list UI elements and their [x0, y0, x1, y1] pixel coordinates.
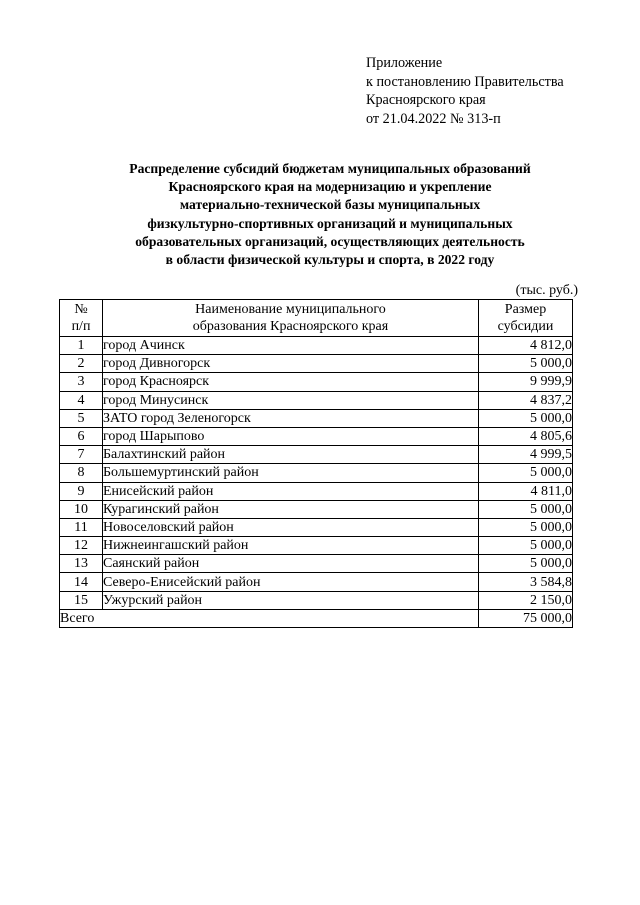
row-number: 7 [60, 446, 103, 464]
row-municipality: ЗАТО город Зеленогорск [103, 409, 479, 427]
total-sum: 75 000,0 [479, 609, 573, 627]
table-row [60, 573, 573, 591]
appendix-date-number: от 21.04.2022 № 313-п [366, 110, 501, 127]
row-subsidy: 4 999,5 [479, 446, 573, 464]
table-header-row [60, 300, 573, 337]
row-number: 14 [60, 573, 103, 591]
row-municipality: Нижнеингашский район [103, 537, 479, 555]
row-subsidy: 5 000,0 [479, 409, 573, 427]
row-subsidy: 5 000,0 [479, 518, 573, 536]
row-subsidy: 5 000,0 [479, 500, 573, 518]
row-number: 9 [60, 482, 103, 500]
row-number: 2 [60, 355, 103, 373]
appendix-line: Красноярского края [366, 92, 486, 108]
row-subsidy: 4 812,0 [479, 337, 573, 355]
row-subsidy: 4 837,2 [479, 391, 573, 409]
table-row [60, 391, 573, 409]
row-municipality: Балахтинский район [103, 446, 479, 464]
row-number: 5 [60, 409, 103, 427]
row-number: 12 [60, 537, 103, 555]
row-municipality: Енисейский район [103, 482, 479, 500]
row-number: 1 [60, 337, 103, 355]
row-number: 11 [60, 518, 103, 536]
title-line: Красноярского края на модернизацию и укрепление [168, 179, 492, 195]
row-number: 13 [60, 555, 103, 573]
unit-label: (тыс. руб.) [515, 283, 578, 298]
row-subsidy: 4 811,0 [479, 482, 573, 500]
header-name-line1: Наименование муниципального [195, 302, 386, 317]
table-row [60, 555, 573, 573]
table-row [60, 500, 573, 518]
row-municipality: Северо-Енисейский район [103, 573, 479, 591]
title-line: в области физической культуры и спорта, в 2022 году [165, 252, 495, 268]
table-row [60, 409, 573, 427]
table-row [60, 464, 573, 482]
row-municipality: Ужурский район [103, 591, 479, 609]
header-number-line1: № [74, 302, 88, 317]
row-subsidy: 5 000,0 [479, 464, 573, 482]
header-name [103, 300, 479, 337]
table-row [60, 373, 573, 391]
header-number [60, 300, 103, 337]
row-municipality: Большемуртинский район [103, 464, 479, 482]
title-line: Распределение субсидий бюджетам муниципальных образований [129, 161, 531, 176]
table-row [60, 427, 573, 445]
row-subsidy: 2 150,0 [479, 591, 573, 609]
title-line: образовательных организаций, осуществляющих деятельность [135, 233, 525, 249]
row-number: 10 [60, 500, 103, 518]
row-subsidy: 4 805,6 [479, 427, 573, 445]
header-number-line2: п/п [71, 319, 91, 334]
row-subsidy: 5 000,0 [479, 537, 573, 555]
title-line: материально-технической базы муниципальных [179, 197, 481, 213]
appendix-line: Приложение [366, 55, 443, 71]
row-subsidy: 3 584,8 [479, 573, 573, 591]
row-number: 4 [60, 391, 103, 409]
row-subsidy: 9 999,9 [479, 373, 573, 391]
row-municipality: город Шарыпово [103, 427, 479, 445]
row-municipality: Саянский район [103, 555, 479, 573]
appendix-block [366, 54, 564, 128]
table-total-row [60, 609, 573, 627]
row-number: 6 [60, 427, 103, 445]
row-municipality: город Дивногорск [103, 355, 479, 373]
table-row [60, 337, 573, 355]
title-line: физкультурно-спортивных организаций и муниципальных [147, 215, 513, 231]
row-number: 8 [60, 464, 103, 482]
row-municipality: Новоселовский район [103, 518, 479, 536]
table-row [60, 355, 573, 373]
header-sum-line2: субсидии [497, 319, 554, 334]
table-row [60, 482, 573, 500]
row-municipality: город Минусинск [103, 391, 479, 409]
table-row [60, 537, 573, 555]
row-municipality: Курагинский район [103, 500, 479, 518]
appendix-line: к постановлению Правительства [366, 73, 564, 90]
row-municipality: город Ачинск [103, 337, 479, 355]
row-subsidy: 5 000,0 [479, 355, 573, 373]
header-sum-line1: Размер [504, 302, 547, 317]
row-subsidy: 5 000,0 [479, 555, 573, 573]
table-row [60, 591, 573, 609]
table-row [60, 446, 573, 464]
document-title [60, 160, 600, 269]
subsidy-table [59, 299, 573, 628]
total-label: Всего [60, 609, 479, 627]
header-sum [479, 300, 573, 337]
row-municipality: город Красноярск [103, 373, 479, 391]
row-number: 15 [60, 591, 103, 609]
header-name-line2: образования Красноярского края [192, 319, 389, 334]
row-number: 3 [60, 373, 103, 391]
table-row [60, 518, 573, 536]
